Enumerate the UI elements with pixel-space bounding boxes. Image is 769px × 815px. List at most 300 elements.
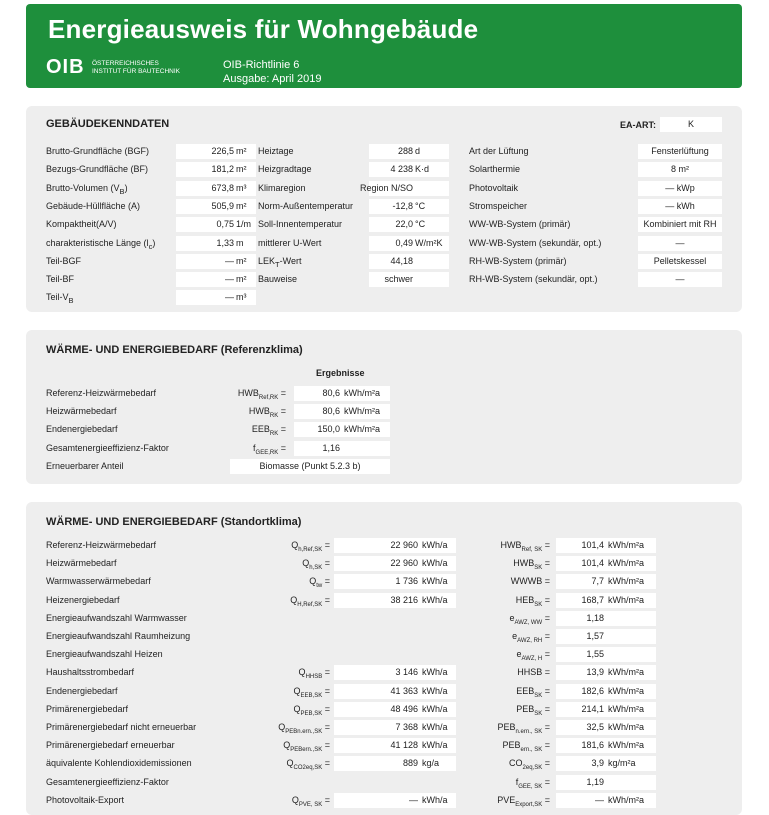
standort-specific-value: 13,9 bbox=[586, 667, 604, 678]
logo-institute bbox=[92, 60, 180, 76]
field-unit: m bbox=[236, 237, 244, 248]
field-label bbox=[258, 255, 301, 271]
system-value-box bbox=[638, 254, 722, 269]
standort-symbol-sub: 2eq,SK bbox=[522, 765, 543, 772]
referenz-title: WÄRME- UND ENERGIEBEDARF (Referenzklima) bbox=[46, 344, 303, 356]
standort-annual-value: 41 363 bbox=[390, 685, 418, 696]
referenz-symbol-main: f bbox=[253, 442, 256, 453]
standort-symbol-main: HEB bbox=[515, 594, 535, 605]
standort-annual-box bbox=[334, 793, 456, 808]
standort-specific-unit: kWh/m²a bbox=[608, 540, 644, 550]
field-unit: m³ bbox=[236, 182, 247, 193]
standort-symbol-sub: n.ern., SK bbox=[515, 728, 543, 735]
field-label bbox=[258, 145, 294, 157]
standort-annual-box bbox=[334, 556, 456, 571]
standort-symbol-main: HHSB bbox=[517, 667, 543, 678]
field-unit: m² bbox=[236, 255, 247, 266]
field-label-text: Teil-V bbox=[46, 292, 69, 303]
field-value: 4 238 bbox=[390, 164, 413, 175]
standort-specific-value: 7,7 bbox=[591, 576, 604, 587]
referenz-value-box bbox=[294, 386, 390, 401]
field-label-text: Heiztage bbox=[258, 146, 294, 156]
field-unit: d bbox=[415, 146, 421, 156]
system-label: Photovoltaik bbox=[469, 182, 519, 193]
referenz-value-box bbox=[294, 422, 390, 437]
standort-specific-unit: kWh/m²a bbox=[608, 558, 644, 569]
field-label-text: Bauweise bbox=[258, 274, 298, 285]
field-value: 0,75 bbox=[216, 219, 234, 230]
standort-specific-unit: kWh/m²a bbox=[608, 740, 644, 751]
field-label-text: Brutto-Volumen (V bbox=[46, 182, 120, 193]
standort-title: WÄRME- UND ENERGIEBEDARF (Standortklima) bbox=[46, 516, 302, 528]
field-label-text: LEK bbox=[258, 255, 276, 266]
field-label bbox=[46, 163, 148, 175]
standort-specific-value: 182,6 bbox=[581, 685, 604, 696]
standort-symbol-main: Q bbox=[291, 794, 299, 805]
standort-symbol-specific: $HWB_{SK}$ = bbox=[513, 558, 550, 571]
standort-symbol-annual: $Q_{EEB,SK}$ = bbox=[293, 685, 330, 699]
standort-specific-value: — bbox=[595, 794, 604, 805]
standort-symbol-main: PEB bbox=[516, 703, 535, 714]
standort-specific-value: 1,57 bbox=[586, 631, 604, 641]
standort-symbol-main: EEB bbox=[516, 685, 535, 696]
system-value-box bbox=[638, 162, 722, 177]
field-label-text: Gebäude-Hüllfläche (A) bbox=[46, 200, 141, 211]
standort-annual-unit: kWh/a bbox=[422, 576, 448, 587]
standort-specific-box bbox=[556, 756, 656, 771]
ergebnisse-header: Ergebnisse bbox=[316, 368, 365, 378]
standort-annual-box bbox=[334, 702, 456, 717]
guideline-edition: Ausgabe: April 2019 bbox=[223, 73, 322, 85]
standort-symbol-specific: $PEB_{SK}$ = bbox=[516, 703, 550, 717]
standort-symbol-sub: Export,SK bbox=[515, 801, 543, 808]
standort-specific-box bbox=[556, 647, 656, 662]
document-title: Energieausweis für Wohngebäude bbox=[48, 14, 479, 44]
standort-symbol-specific: $HEB_{SK}$ = bbox=[515, 594, 550, 608]
referenz-value: 1,16 bbox=[322, 442, 340, 453]
referenz-value: 150,0 bbox=[317, 424, 340, 435]
standort-annual-unit: kWh/a bbox=[422, 685, 448, 696]
standort-symbol-specific: $PEB_{n.ern., SK}$ = bbox=[497, 722, 550, 735]
referenz-panel bbox=[26, 330, 742, 484]
field-value: 1,33 bbox=[216, 237, 234, 248]
field-value: — bbox=[225, 292, 234, 303]
system-label: RH-WB-System (primär) bbox=[469, 255, 567, 266]
standort-label: Primärenergiebedarf bbox=[46, 703, 129, 714]
standort-symbol-sub: EEB,SK bbox=[300, 692, 323, 699]
standort-symbol-sub: tw bbox=[316, 583, 323, 590]
field-label-text: Bezugs-Grundfläche (BF) bbox=[46, 164, 149, 175]
standort-symbol-main: HWB bbox=[500, 540, 522, 550]
standort-annual-unit: kg/a bbox=[422, 758, 440, 769]
referenz-unit: kWh/m²a bbox=[344, 406, 380, 417]
field-value-box bbox=[176, 162, 256, 177]
field-label-post: ) bbox=[124, 182, 128, 193]
referenz-value: 80,6 bbox=[322, 388, 340, 398]
field-label-text: Teil-BF bbox=[46, 274, 75, 285]
referenz-symbol-main: HWB bbox=[237, 388, 259, 398]
standort-label: Energieaufwandszahl Warmwasser bbox=[46, 612, 187, 623]
referenz-symbol: $HWB_{RK}$ = bbox=[248, 406, 286, 419]
header-banner bbox=[26, 4, 742, 88]
referenz-symbol: $HWB_{Ref,RK}$ = bbox=[237, 388, 286, 401]
kenndaten-panel bbox=[26, 106, 742, 312]
standort-symbol-sub: AWZ, H bbox=[521, 655, 543, 662]
standort-annual-box bbox=[334, 593, 456, 608]
field-label bbox=[46, 255, 81, 267]
standort-specific-value: 3,9 bbox=[591, 758, 604, 769]
standort-panel bbox=[26, 502, 742, 815]
standort-symbol-sub: SK bbox=[534, 692, 543, 699]
standort-specific-box bbox=[556, 538, 656, 553]
standort-annual-unit: kWh/a bbox=[422, 594, 448, 605]
logo-line-1: ÖSTERREICHISCHES bbox=[92, 60, 159, 67]
standort-symbol-sub: PEBn.ern.,SK bbox=[285, 728, 323, 735]
standort-annual-value: 3 146 bbox=[395, 667, 418, 678]
standort-symbol-main: Q bbox=[290, 594, 298, 605]
referenz-value-box bbox=[294, 441, 390, 456]
standort-annual-value: 38 216 bbox=[390, 594, 418, 605]
field-label-text: Soll-Innentemperatur bbox=[258, 219, 343, 230]
standort-label: Energieaufwandszahl Raumheizung bbox=[46, 631, 191, 641]
standort-label: Primärenergiebedarf nicht erneuerbar bbox=[46, 722, 197, 732]
field-value-box bbox=[176, 144, 256, 159]
system-value-box bbox=[638, 236, 722, 251]
standort-symbol-annual: $Q_{h,Ref,SK}$ = bbox=[291, 540, 330, 553]
field-unit: 1/m bbox=[236, 219, 252, 230]
standort-symbol-annual: $Q_{PEBern.,SK}$ = bbox=[283, 740, 330, 753]
standort-symbol-sub: PEBern.,SK bbox=[290, 746, 323, 753]
referenz-symbol: $f_{GEE,RK}$ = bbox=[253, 442, 286, 456]
kenndaten-title: GEBÄUDEKENNDATEN bbox=[46, 118, 170, 130]
field-label-text: Norm-Außentemperatur bbox=[258, 200, 354, 211]
standort-symbol-annual: $Q_{PVE, SK}$ = bbox=[291, 794, 330, 808]
standort-specific-box bbox=[556, 775, 656, 790]
standort-symbol-annual: $Q_{CO2eq,SK}$ = bbox=[286, 758, 330, 772]
field-value-box bbox=[176, 199, 256, 214]
ea-art-label: EA-ART: bbox=[620, 120, 656, 130]
field-unit: W/m²K bbox=[415, 237, 443, 248]
standort-specific-value: 1,18 bbox=[586, 612, 604, 623]
guideline-info bbox=[223, 58, 321, 86]
standort-specific-unit: kWh/m²a bbox=[608, 594, 644, 605]
standort-annual-box bbox=[334, 720, 456, 735]
system-value-box bbox=[638, 181, 722, 196]
standort-symbol-main: HWB bbox=[513, 558, 535, 569]
field-value-box bbox=[176, 254, 256, 269]
standort-symbol-main: e bbox=[509, 612, 515, 623]
standort-specific-box bbox=[556, 611, 656, 626]
standort-symbol-main: Q bbox=[283, 740, 291, 751]
standort-symbol-main: Q bbox=[293, 685, 301, 696]
referenz-value-box bbox=[294, 404, 390, 419]
standort-annual-unit: kWh/a bbox=[422, 703, 448, 714]
standort-symbol-specific: $f_{GEE, SK}$ = bbox=[515, 776, 550, 790]
standort-symbol-sub: ern., SK bbox=[520, 746, 543, 753]
standort-annual-unit: kWh/a bbox=[422, 558, 448, 569]
standort-annual-box bbox=[334, 538, 456, 553]
field-value: 288 bbox=[397, 146, 413, 156]
standort-symbol-main: Q bbox=[298, 667, 306, 678]
standort-symbol-annual: $Q_{PEBn.ern.,SK}$ = bbox=[278, 722, 330, 735]
field-label bbox=[46, 218, 117, 230]
standort-specific-box bbox=[556, 556, 656, 571]
standort-annual-value: 48 496 bbox=[390, 703, 418, 714]
field-value: Region N/SO bbox=[359, 182, 413, 193]
field-label bbox=[46, 291, 74, 307]
standort-symbol-main: PEB bbox=[502, 740, 521, 751]
standort-symbol-main: Q bbox=[286, 758, 294, 769]
field-value-box bbox=[369, 199, 449, 214]
standort-symbol-annual: $Q_{H,Ref,SK}$ = bbox=[290, 594, 330, 608]
standort-specific-box bbox=[556, 702, 656, 717]
standort-symbol-specific: $e_{AWZ, RH}$ = bbox=[512, 631, 550, 644]
standort-specific-box bbox=[556, 593, 656, 608]
field-value: — bbox=[225, 255, 234, 266]
logo-line-2: INSTITUT FÜR BAUTECHNIK bbox=[92, 68, 180, 75]
standort-symbol-specific: $EEB_{SK}$ = bbox=[516, 685, 550, 699]
standort-specific-unit: kWh/m²a bbox=[608, 576, 644, 587]
field-value: 0,49 bbox=[395, 237, 413, 248]
field-value-box bbox=[369, 217, 449, 232]
system-value: — bbox=[675, 237, 685, 248]
system-value-box bbox=[638, 217, 722, 232]
system-value-box bbox=[638, 144, 722, 159]
standort-annual-unit: kWh/a bbox=[422, 722, 448, 732]
field-value: 44,18 bbox=[390, 255, 413, 266]
field-value-box bbox=[369, 272, 449, 287]
system-value: — kWh bbox=[665, 200, 695, 211]
field-value-box bbox=[359, 181, 449, 196]
system-value: Pelletskessel bbox=[653, 255, 707, 266]
standort-specific-value: 101,4 bbox=[581, 558, 604, 569]
standort-symbol-specific: $e_{AWZ, H}$ = bbox=[516, 649, 550, 662]
standort-symbol-sub: PVE, SK bbox=[298, 801, 323, 808]
field-label-sub: T bbox=[275, 259, 280, 269]
referenz-label: Endenergiebedarf bbox=[46, 424, 118, 435]
referenz-symbol-sub: GEE,RK bbox=[255, 449, 279, 456]
field-label-text: Heizgradtage bbox=[258, 164, 312, 175]
standort-annual-unit: kWh/a bbox=[422, 740, 448, 751]
standort-specific-value: 168,7 bbox=[581, 594, 604, 605]
standort-symbol-annual: $Q_{h,SK}$ = bbox=[302, 558, 330, 571]
standort-symbol-sub: SK bbox=[534, 601, 543, 608]
standort-annual-value: 7 368 bbox=[395, 722, 418, 732]
standort-symbol-specific: $CO_{2eq,SK}$ = bbox=[509, 758, 550, 772]
system-label: Stromspeicher bbox=[469, 200, 528, 211]
standort-symbol-sub: AWZ, WW bbox=[514, 619, 543, 626]
field-value-box bbox=[176, 272, 256, 287]
standort-specific-unit: kWh/m²a bbox=[608, 794, 644, 805]
referenz-symbol-main: EEB bbox=[251, 424, 270, 435]
standort-symbol-annual: $Q_{HHSB}$ = bbox=[298, 667, 330, 681]
field-label-sub: c bbox=[148, 241, 153, 251]
field-label bbox=[46, 182, 128, 198]
field-label-text: charakteristische Länge (l bbox=[46, 237, 149, 248]
standort-specific-box bbox=[556, 720, 656, 735]
system-label: RH-WB-System (sekundär, opt.) bbox=[469, 274, 598, 285]
standort-symbol-specific: $PEB_{ern., SK}$ = bbox=[502, 740, 550, 753]
standort-label: Referenz-Heizwärmebedarf bbox=[46, 540, 157, 550]
standort-specific-box bbox=[556, 665, 656, 680]
standort-specific-value: 32,5 bbox=[586, 722, 604, 732]
standort-symbol-specific: $PVE_{Export,SK}$ = bbox=[497, 794, 550, 808]
system-value: Fensterlüftung bbox=[651, 146, 709, 156]
standort-symbol-main: WWWB bbox=[510, 576, 543, 587]
standort-specific-unit: kWh/m²a bbox=[608, 722, 644, 732]
standort-symbol-sub: Ref, SK bbox=[521, 546, 543, 553]
standort-symbol-specific: $HWB_{Ref, SK}$ = bbox=[500, 540, 550, 553]
field-label-post: ) bbox=[152, 237, 156, 248]
ea-art-text: K bbox=[687, 119, 694, 129]
system-label: Solarthermie bbox=[469, 164, 521, 175]
standort-label: Haushaltsstrombedarf bbox=[46, 667, 135, 678]
standort-symbol-main: e bbox=[512, 631, 518, 641]
standort-symbol-specific: HHSB = bbox=[517, 667, 550, 678]
standort-specific-box bbox=[556, 684, 656, 699]
referenz-label: Referenz-Heizwärmebedarf bbox=[46, 388, 157, 398]
referenz-symbol-sub: Ref,RK bbox=[258, 394, 279, 401]
field-unit: m² bbox=[236, 146, 247, 156]
system-value: Kombiniert mit RH bbox=[643, 219, 717, 230]
field-label bbox=[258, 273, 297, 285]
standort-specific-value: 181,6 bbox=[581, 740, 604, 751]
field-label-text: Teil-BGF bbox=[46, 255, 82, 266]
field-label bbox=[258, 237, 321, 249]
standort-symbol-sub: CO2eq,SK bbox=[293, 765, 323, 772]
field-label-sub: B bbox=[68, 296, 74, 306]
standort-symbol-sub: SK bbox=[534, 564, 543, 571]
standort-symbol-sub: PEB,SK bbox=[300, 710, 323, 717]
referenz-value-box bbox=[230, 459, 390, 474]
field-value-box bbox=[176, 236, 256, 251]
field-label bbox=[258, 218, 342, 230]
system-label: Art der Lüftung bbox=[469, 146, 529, 156]
referenz-value: Biomasse (Punkt 5.2.3 b) bbox=[259, 460, 361, 471]
system-value-box bbox=[638, 272, 722, 287]
standort-symbol-main: Q bbox=[309, 576, 317, 587]
standort-specific-box bbox=[556, 738, 656, 753]
field-label-sub: B bbox=[119, 186, 125, 196]
field-value-box bbox=[369, 162, 449, 177]
standort-symbol-main: Q bbox=[293, 703, 301, 714]
standort-annual-value: — bbox=[409, 794, 418, 805]
field-unit: m² bbox=[236, 164, 247, 175]
referenz-symbol-sub: RK bbox=[269, 412, 279, 419]
field-unit: K·d bbox=[415, 164, 430, 175]
standort-annual-box bbox=[334, 738, 456, 753]
system-value-box bbox=[638, 199, 722, 214]
guideline-name: OIB-Richtlinie 6 bbox=[223, 59, 300, 71]
standort-label: Heizwärmebedarf bbox=[46, 558, 117, 569]
field-value: 505,9 bbox=[211, 200, 234, 211]
standort-symbol-main: e bbox=[516, 649, 522, 660]
field-value: — bbox=[225, 274, 234, 285]
standort-annual-unit: kWh/a bbox=[422, 794, 448, 805]
referenz-label: Gesamtenergieeffizienz-Faktor bbox=[46, 442, 169, 453]
field-label-text: Kompaktheit(A/V) bbox=[46, 219, 117, 230]
standort-symbol-sub: h,SK bbox=[309, 564, 323, 571]
referenz-unit: kWh/m²a bbox=[344, 424, 380, 435]
standort-annual-box bbox=[334, 756, 456, 771]
standort-symbol-main: f bbox=[515, 776, 519, 787]
standort-symbol-main: CO bbox=[509, 758, 523, 769]
standort-specific-box bbox=[556, 793, 656, 808]
field-value-box bbox=[176, 290, 256, 305]
standort-annual-box bbox=[334, 574, 456, 589]
standort-annual-unit: kWh/a bbox=[422, 540, 448, 550]
standort-label: Energieaufwandszahl Heizen bbox=[46, 649, 163, 660]
system-value: — bbox=[675, 274, 685, 285]
standort-specific-unit: kWh/m²a bbox=[608, 685, 644, 696]
standort-specific-value: 1,55 bbox=[586, 649, 604, 660]
standort-label: Endenergiebedarf bbox=[46, 685, 118, 696]
logo-mark: OIB bbox=[46, 56, 85, 78]
standort-label: Gesamtenergieeffizienz-Faktor bbox=[46, 776, 169, 787]
field-unit: °C bbox=[415, 200, 426, 211]
standort-specific-unit: kWh/m²a bbox=[608, 667, 644, 678]
referenz-unit: kWh/m²a bbox=[344, 388, 380, 398]
standort-label: Heizenergiebedarf bbox=[46, 594, 120, 605]
standort-symbol-sub: H,Ref,SK bbox=[297, 601, 323, 608]
standort-specific-box bbox=[556, 574, 656, 589]
field-value: 673,8 bbox=[211, 182, 234, 193]
system-label: WW-WB-System (sekundär, opt.) bbox=[469, 237, 602, 248]
standort-symbol-sub: SK bbox=[534, 710, 543, 717]
standort-annual-value: 1 736 bbox=[395, 576, 418, 587]
standort-specific-box bbox=[556, 629, 656, 644]
standort-symbol-annual: $Q_{PEB,SK}$ = bbox=[293, 703, 330, 717]
field-value: 22,0 bbox=[395, 219, 413, 230]
field-label bbox=[258, 163, 312, 175]
field-label-text: mittlerer U-Wert bbox=[258, 237, 322, 248]
standort-annual-value: 41 128 bbox=[390, 740, 418, 751]
ea-art-value bbox=[660, 117, 722, 132]
standort-annual-unit: kWh/a bbox=[422, 667, 448, 678]
field-label bbox=[46, 200, 140, 212]
field-label bbox=[258, 182, 306, 194]
referenz-label: Erneuerbarer Anteil bbox=[46, 460, 124, 471]
system-value: — kWp bbox=[665, 182, 695, 193]
standort-annual-box bbox=[334, 665, 456, 680]
field-unit: °C bbox=[415, 219, 426, 230]
standort-symbol-main: PVE bbox=[497, 794, 516, 805]
field-value-box bbox=[369, 236, 449, 251]
field-label-post: -Wert bbox=[279, 255, 302, 266]
standort-symbol-sub: HHSB bbox=[305, 674, 323, 681]
field-value-box bbox=[176, 217, 256, 232]
field-label bbox=[46, 273, 74, 285]
referenz-value: 80,6 bbox=[322, 406, 340, 417]
field-label-text: Brutto-Grundfläche (BGF) bbox=[46, 146, 150, 156]
standort-specific-value: 1,19 bbox=[586, 776, 604, 787]
standort-symbol-sub: AWZ, RH bbox=[517, 637, 543, 644]
standort-annual-value: 22 960 bbox=[390, 540, 418, 550]
field-unit: m³ bbox=[236, 292, 247, 303]
field-label bbox=[46, 237, 155, 253]
field-label bbox=[46, 145, 149, 157]
standort-annual-value: 889 bbox=[402, 758, 418, 769]
system-value: 8 m² bbox=[671, 164, 689, 175]
standort-symbol-sub: h,Ref,SK bbox=[298, 546, 323, 553]
standort-symbol-main: Q bbox=[278, 722, 286, 732]
standort-specific-unit: kWh/m²a bbox=[608, 703, 644, 714]
standort-symbol-annual: $Q_{tw}$ = bbox=[309, 576, 330, 590]
field-value: 226,5 bbox=[211, 146, 234, 156]
standort-symbol-main: Q bbox=[291, 540, 299, 550]
field-value-box bbox=[176, 181, 256, 196]
standort-annual-box bbox=[334, 684, 456, 699]
